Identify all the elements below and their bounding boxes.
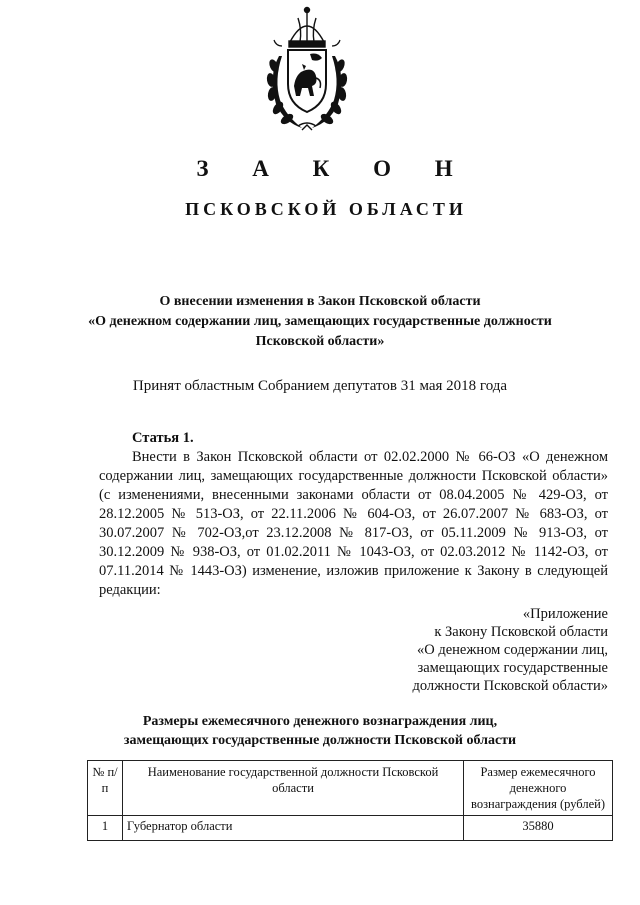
row-amount: 35880 — [464, 816, 613, 841]
annex-line: «О денежном содержании лиц, — [417, 642, 608, 658]
sizes-title-line: Размеры ежемесячного денежного вознаграждения лиц, — [142, 714, 498, 729]
article-body — [99, 448, 608, 600]
coat-of-arms-icon — [262, 6, 352, 134]
adoption-note: Принят областным Собранием депутатов 31 мая 2018 года — [132, 378, 508, 394]
law-subtitle: ПСКОВСКОЙ ОБЛАСТИ — [185, 199, 467, 219]
header-amount: Размер ежемесячного денежного вознаграждения (рублей) — [464, 761, 613, 816]
row-number: 1 — [88, 816, 123, 841]
annex-line: замещающих государственные — [417, 660, 608, 676]
law-heading — [60, 292, 580, 352]
header-number: № п/п — [88, 761, 123, 816]
annex-line: «Приложение — [522, 606, 608, 622]
header-position: Наименование государственной должности Псковской области — [123, 761, 464, 816]
sizes-title-line: замещающих государственные должности Псковской области — [123, 733, 517, 748]
annex-line: к Закону Псковской области — [434, 624, 608, 640]
row-position: Губернатор области — [123, 816, 464, 841]
article-label: Статья 1. — [132, 430, 194, 446]
annex-line: должности Псковской области» — [412, 678, 608, 694]
table-row — [88, 816, 613, 841]
article-paragraph: Внести в Закон Псковской области от 02.02.2000 № 66-ОЗ «О денежном содержании лиц, замещающих государственные должности Псковской области» (с изменениями, внесенными законами области от 08.04.2005 № 429-ОЗ, от 28.12.2005 № 513-ОЗ, от 22.11.2006 № 604-ОЗ, от 26.07.2007 № 683-ОЗ, от 30.07.2007 № 702-ОЗ,от 23.12.2008 № 817-ОЗ, от 05.11.2009 № 913-ОЗ, от 30.12.2009 № 938-ОЗ, от 01.02.2011 № 1043-ОЗ, от 02.03.2012 № 1142-ОЗ, от 07.11.2014 № 1443-ОЗ) изменение, изложив приложение к Закону в следующей редакции: — [99, 449, 608, 598]
table-header-row — [88, 761, 613, 816]
heading-line: Псковской области» — [255, 334, 385, 349]
sizes-title — [60, 712, 580, 750]
law-title: З А К О Н — [196, 156, 472, 181]
heading-line: «О денежном содержании лиц, замещающих государственные должности — [88, 314, 552, 329]
positions-table — [87, 760, 613, 841]
heading-line: О внесении изменения в Закон Псковской области — [159, 294, 481, 309]
annex-reference — [348, 605, 608, 695]
